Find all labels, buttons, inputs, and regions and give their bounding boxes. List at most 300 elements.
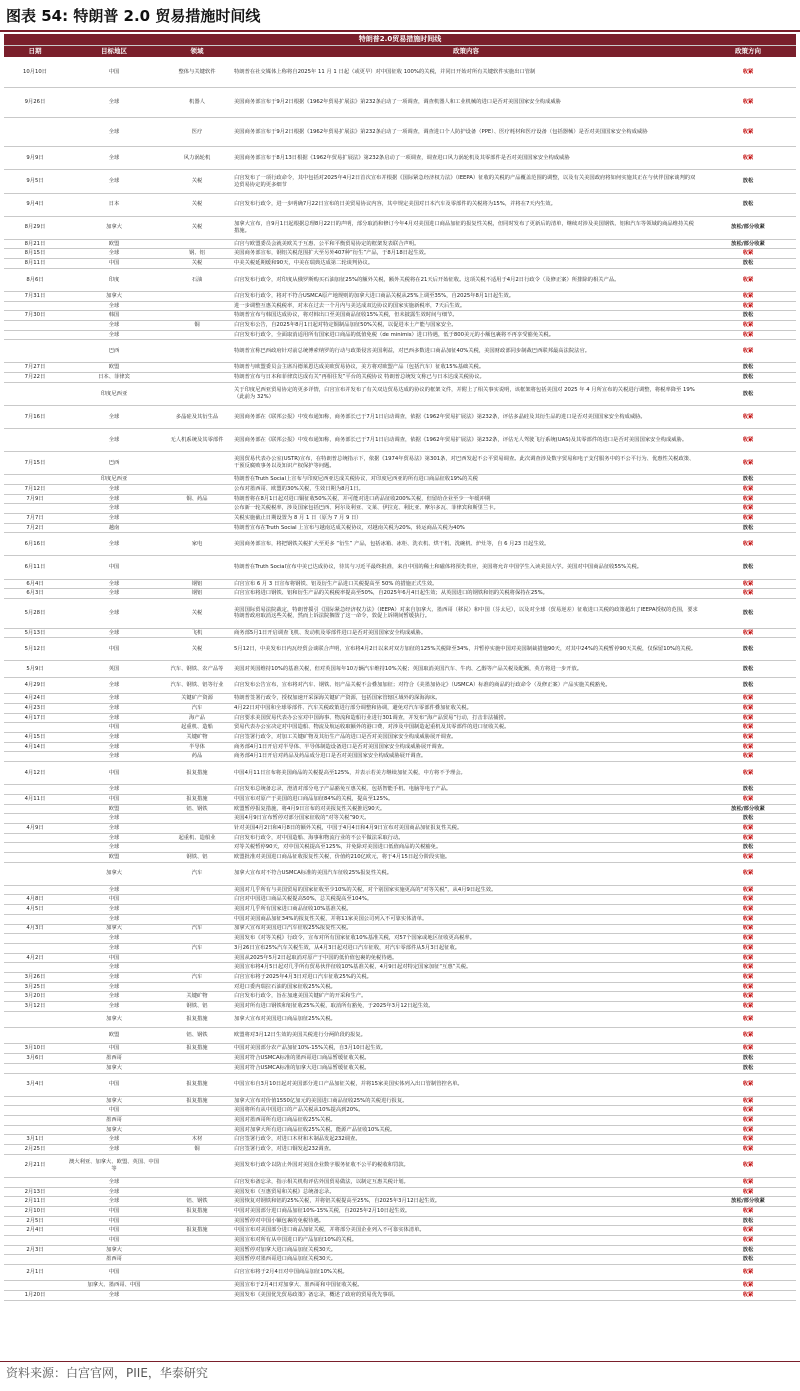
cell-policy: 商务部4月1日开启对半导体、半导体制造设备进口是否对美国国家安全构成威胁展开调查。 [232,742,700,752]
cell-date: 8月6日 [4,268,66,291]
cell-field: 报复措施 [162,1206,232,1216]
table-row [4,216,796,239]
cell-policy: 特朗普宣称巴西政府针对前总统博索纳罗的行动与政策侵害美国利益，对巴西多数进口商品加征40%关税，美国财政部同步制裁巴西联邦最高法院法官。 [232,340,700,363]
timeline-table-container [4,34,796,1358]
cell-region: 欧盟 [66,239,162,249]
cell-direction: 收紧 [700,628,796,638]
cell-date: 7月30日 [4,311,66,321]
cell-direction: 收紧 [700,1265,796,1281]
cell-direction: 放松 [700,1245,796,1255]
cell-region: 欧盟 [66,363,162,373]
cell-date: 3月6日 [4,1054,66,1064]
cell-policy: 白宫宣布 6 月 3 日宣布将钢铁、铝及衍生产品进口关税提高至 50% 的措施正式生效。 [232,579,700,589]
cell-region: 欧盟 [66,852,162,862]
cell-date: 2月11日 [4,1197,66,1207]
cell-region: 越南 [66,523,162,533]
cell-region: 巴西 [66,340,162,363]
cell-region: 全球 [66,885,162,895]
cell-region: 全球 [66,934,162,944]
cell-date [4,885,66,895]
cell-direction: 收紧 [700,340,796,363]
cell-date: 6月4日 [4,579,66,589]
title-rule [0,30,800,32]
cell-direction: 放松 [700,677,796,693]
cell-region: 欧盟 [66,804,162,814]
cell-field: 汽车、钢铁、农产品等 [162,661,232,677]
table-row [4,661,796,677]
cell-field [162,1054,232,1064]
cell-field [162,885,232,895]
source-note: 资料来源：白宫官网，PIIE，华泰研究 [6,1366,208,1380]
cell-field: 医疗 [162,117,232,147]
cell-date: 8月29日 [4,216,66,239]
table-banner-row [4,34,796,46]
table-row [4,694,796,704]
cell-date: 9月26日 [4,87,66,117]
cell-policy: 白宫发布了一项行政命令，其中包括对2025年4月2日首次宣布并根据《国际紧急经济权力法》（IEEPA）征收的关税的产品覆盖范围的调整，以及有关美国政府将如何实施其正在与伙伴国家谈判的双边贸易协定的更多细节 [232,170,700,193]
cell-field: 铜 [162,320,232,330]
cell-region: 加拿大 [66,1245,162,1255]
cell-date [4,1177,66,1187]
cell-policy: 美国恢复对钢铁和铝的25%关税，并将铝关税提高至25%，自2025年3月12日起生效。 [232,1197,700,1207]
cell-direction: 放松/部分收紧 [700,216,796,239]
cell-date: 7月2日 [4,523,66,533]
cell-region: 中国 [66,1206,162,1216]
table-row [4,1245,796,1255]
cell-policy: 中国宣布自3月10日起对美国部分进口产品加征关税，并将15家美国实体列入出口管制管控名单。 [232,1073,700,1096]
table-row [4,1235,796,1245]
table-row [4,1002,796,1012]
cell-direction: 收紧 [700,895,796,905]
cell-direction: 收紧 [700,301,796,311]
cell-direction: 收紧 [700,1011,796,1027]
cell-policy: 美国对几乎所有与美国贸易的国家征收至少10%的关税，对个别国家实施更高的“对等关税”，从4月9日起生效。 [232,885,700,895]
table-row [4,628,796,638]
cell-region: 中国 [66,723,162,733]
cell-direction: 收紧 [700,1135,796,1145]
table-row [4,1216,796,1226]
cell-region: 英国 [66,661,162,677]
cell-date: 4月17日 [4,713,66,723]
cell-policy: 公布对墨西哥、欧盟的30%关税，生效日期为8月1日。 [232,484,700,494]
cell-date [4,943,66,953]
cell-date [4,1125,66,1135]
cell-region: 全球 [66,494,162,504]
cell-policy: 美国对加拿大所有进口商品征收25%关税，能源产品征收10%关税。 [232,1125,700,1135]
cell-direction: 收紧 [700,320,796,330]
cell-direction: 收紧 [700,429,796,452]
cell-field: 关键矿物 [162,992,232,1002]
col-header-region: 目标地区 [66,46,162,58]
table-row [4,713,796,723]
cell-policy: 白宫发布公告，自2025年8月1日起对特定铜制品加征50%关税，以促进本土产能与国家安全。 [232,320,700,330]
cell-region: 中国 [66,1265,162,1281]
cell-field [162,934,232,944]
cell-direction: 放松 [700,843,796,853]
cell-date: 4月9日 [4,823,66,833]
table-row [4,1226,796,1236]
cell-direction: 收紧 [700,914,796,924]
cell-field: 关税 [162,638,232,661]
cell-policy: 美国宣布对所有从中国进口的产品加征10%的关税。 [232,1235,700,1245]
table-row [4,494,796,504]
cell-direction: 收紧 [700,117,796,147]
cell-date [4,852,66,862]
cell-direction: 收紧 [700,723,796,733]
cell-date: 6月16日 [4,533,66,556]
cell-direction: 收紧 [700,1002,796,1012]
cell-direction: 收紧 [700,1106,796,1116]
table-row [4,972,796,982]
cell-region: 日本、菲律宾 [66,373,162,383]
cell-region: 全球 [66,533,162,556]
cell-policy: 特朗普将在8月1日起对进口铜征收50%关税，并可能对进口药品征收200%关税，但留给企业至少一年缓冲期 [232,494,700,504]
table-row [4,1265,796,1281]
cell-field: 药品 [162,752,232,762]
table-row [4,963,796,973]
cell-field [162,382,232,405]
cell-direction: 放松 [700,475,796,485]
cell-region: 中国 [66,1226,162,1236]
cell-policy: 关于印度尼西亚贸易协定的更多详情，白宫宣布并发布了有关双边贸易达成的协议的框架文件，并附上了相关事实说明，该框架将包括美国对 2025 年 4 月所宣布的关税进行调整，将税率降至 19%（此前为 32%） [232,382,700,405]
cell-field [162,1063,232,1073]
col-header-date: 日期 [4,46,66,58]
cell-direction: 收紧 [700,405,796,428]
cell-field: 关税 [162,193,232,216]
cell-date [4,1063,66,1073]
cell-region: 全球 [66,943,162,953]
cell-direction: 收紧 [700,972,796,982]
cell-direction: 收紧 [700,452,796,475]
cell-field: 风力涡轮机 [162,147,232,170]
cell-region: 印度 [66,268,162,291]
cell-direction: 收紧 [700,1028,796,1044]
cell-region: 全球 [66,992,162,1002]
cell-policy: 欧盟批准对美国进口商品征收报复性关税，价值约210亿欧元，将于4月15日起分阶段实施。 [232,852,700,862]
table-row [4,504,796,514]
cell-date: 4月29日 [4,677,66,693]
cell-region: 墨西哥 [66,1116,162,1126]
table-row [4,1281,796,1291]
table-row [4,373,796,383]
table-row [4,1011,796,1027]
cell-date: 4月11日 [4,794,66,804]
cell-date: 5月28日 [4,598,66,628]
cell-policy: 美国暂停对加拿大进口商品加征关税30天。 [232,1245,700,1255]
cell-region: 全球 [66,320,162,330]
cell-policy: 中国4月11日宣布将美国商品的关税提高至125%，并表示若美方继续加征关税，中方将不予理会。 [232,762,700,785]
cell-field: 铝、钢铁 [162,1028,232,1044]
cell-direction: 放松 [700,638,796,661]
cell-policy: 白宫宣布将进口钢铁、铝和衍生产品的关税税率提高至50%，自2025年6月4日起生效；从英国进口的钢铁和铝的关税将保持在25%。 [232,589,700,599]
cell-region: 全球 [66,814,162,824]
cell-policy: 特朗普在Truth Social上宣布与印度尼西亚达成关税协议，对印度尼西亚的所有进口商品征收19%的关税 [232,475,700,485]
cell-policy: 美国从2025年5月2日起取消对原产于中国的低价值包裹的免税待遇。 [232,953,700,963]
cell-region: 加拿大 [66,291,162,301]
cell-field [162,1106,232,1116]
table-row [4,382,796,405]
cell-policy: 加拿大宣布对不符合USMCA标准的美国汽车征收25%报复性关税。 [232,862,700,885]
cell-direction: 收紧 [700,249,796,259]
cell-policy: 欧盟将对3月12日生效的美国关税进行分两阶段的报复。 [232,1028,700,1044]
cell-field [162,953,232,963]
cell-direction: 收紧 [700,934,796,944]
cell-direction: 放松 [700,170,796,193]
table-row [4,301,796,311]
cell-direction: 收紧 [700,1177,796,1187]
cell-date [4,814,66,824]
cell-field [162,291,232,301]
table-row [4,924,796,934]
cell-policy: 美国发布《互惠贸易和关税》总统备忘录。 [232,1187,700,1197]
cell-field: 关键矿物 [162,733,232,743]
cell-direction: 收紧 [700,703,796,713]
cell-region: 中国 [66,895,162,905]
cell-field: 汽车 [162,862,232,885]
cell-direction: 收紧 [700,504,796,514]
table-row [4,638,796,661]
cell-direction: 收紧 [700,494,796,504]
cell-policy: 特朗普宣布在Truth Social 上宣布与越南达成关税协议，对越南关税为20%，转运商品关税为40% [232,523,700,533]
cell-date [4,320,66,330]
cell-region: 全球 [66,1197,162,1207]
cell-policy: 针对美国4月2日和4月8日的额外关税，中国于4月4日和4月9日宣布对美国商品加征报复性关税。 [232,823,700,833]
cell-direction: 收紧 [700,713,796,723]
table-row [4,895,796,905]
cell-direction: 放松 [700,556,796,579]
cell-direction: 收紧 [700,694,796,704]
cell-date: 4月15日 [4,733,66,743]
cell-region: 中国 [66,556,162,579]
table-row [4,249,796,259]
cell-region: 澳大利亚、加拿大、欧盟、英国、中国等 [66,1154,162,1177]
cell-direction: 收紧 [700,1235,796,1245]
table-row [4,953,796,963]
cell-date: 4月2日 [4,953,66,963]
cell-date: 2月13日 [4,1187,66,1197]
cell-date: 7月22日 [4,373,66,383]
cell-direction: 收紧 [700,533,796,556]
cell-region: 中国 [66,259,162,269]
cell-direction: 收紧 [700,943,796,953]
cell-direction: 收紧 [700,147,796,170]
cell-policy: 美国暂停对中国小额包裹的免税待遇。 [232,1216,700,1226]
cell-policy: 白宫发布公告宣布，宣布将对汽车、钢铁、铝产品关税不会叠加加征；对符合《美墨加协定》（USMCA）标准的商品的行政命令（及修正案）产品实施关税豁免。 [232,677,700,693]
cell-direction: 收紧 [700,589,796,599]
cell-direction: 放松 [700,598,796,628]
table-row [4,268,796,291]
cell-direction: 放松/部分收紧 [700,239,796,249]
cell-field: 铜、药品 [162,494,232,504]
table-row [4,259,796,269]
cell-field [162,556,232,579]
timeline-table [4,34,796,1301]
table-row [4,1206,796,1216]
table-row [4,742,796,752]
cell-field: 石油 [162,268,232,291]
cell-policy: 美国对符合USMCA标准的墨西哥进口商品暂缓征收关税。 [232,1054,700,1064]
cell-direction: 放松 [700,259,796,269]
cell-field [162,311,232,321]
cell-date: 7月15日 [4,452,66,475]
cell-date: 2月5日 [4,1216,66,1226]
cell-date [4,914,66,924]
table-row [4,1116,796,1126]
cell-policy: 白宫对中国进口商品关税提高50%，总关税提高至104%。 [232,895,700,905]
cell-date: 4月14日 [4,742,66,752]
footer-rule [0,1361,800,1362]
cell-policy: 美国商务部宣布于9月2日根据《1962年贸易扩展法》第232条启动了一项调查，调查进口个人防护设备（PPE）、医疗耗材和医疗设备（包括器械）是否对美国国家安全构成威胁 [232,117,700,147]
cell-date: 2月4日 [4,1226,66,1236]
cell-policy: 白宫发布行政令，全面取消适用所有国家进口商品的低值免税（de minimis）进口待遇，低于800美元的小额包裹将不再享受豁免关税。 [232,330,700,340]
cell-date [4,429,66,452]
cell-date: 8月21日 [4,239,66,249]
cell-region: 全球 [66,249,162,259]
cell-region: 全球 [66,963,162,973]
cell-policy: 特朗普在Truth Social宣布中美已达成协议，待其与习近平最终批准，来自中国的稀土和磁体将预先供应，美国将允许中国学生入读美国大学。美国对中国商品征收55%关税。 [232,556,700,579]
cell-policy: 美国商务部宣布于9月2日根据《1962年贸易扩展法》第232条启动了一项调查，调查机器人和工业机械的进口是否对美国国家安全构成威胁 [232,87,700,117]
cell-field: 钢、铝 [162,249,232,259]
cell-region: 全球 [66,914,162,924]
cell-region: 全球 [66,579,162,589]
figure-title: 图表 54: 特朗普 2.0 贸易措施时间线 [6,7,261,25]
cell-date: 7月12日 [4,484,66,494]
cell-policy: 美国宣布将4月5日起对几乎所有贸易伙伴征收10%基准关税，4月9日起对特定国家加征“互惠”关税。 [232,963,700,973]
cell-field: 关税 [162,598,232,628]
cell-direction: 收紧 [700,579,796,589]
cell-field [162,1154,232,1177]
cell-date: 6月3日 [4,589,66,599]
cell-date: 3月25日 [4,982,66,992]
cell-field: 海产品 [162,713,232,723]
cell-policy: 中美关税延期缓和90天，中美在瑞典达成第二轮谈判协议。 [232,259,700,269]
cell-direction: 放松 [700,193,796,216]
cell-date [4,504,66,514]
table-row [4,723,796,733]
cell-field [162,905,232,915]
cell-date: 6月11日 [4,556,66,579]
cell-direction: 收紧 [700,1145,796,1155]
table-row [4,1125,796,1135]
table-title: 特朗普2.0贸易措施时间线 [4,34,796,46]
cell-region: 中国 [66,1073,162,1096]
col-header-field: 领域 [162,46,232,58]
cell-region: 中国 [66,638,162,661]
cell-field [162,1245,232,1255]
table-row [4,677,796,693]
cell-policy: 美国商务部在《联邦公报》中发布通知称，商务部长已于7月1日启动调查，依据《1962年贸易扩展法》第232条，评估无人驾驶飞行系统(UAS)及其零部件的进口是否对美国国家安全构成威胁。 [232,429,700,452]
cell-policy: 白宫签署行政令，对进口木材和木制品发起232调查。 [232,1135,700,1145]
table-row [4,533,796,556]
table-body [4,58,796,1301]
cell-region: 印度尼西亚 [66,382,162,405]
cell-date [4,752,66,762]
table-row [4,1135,796,1145]
cell-date: 3月20日 [4,992,66,1002]
table-row [4,1177,796,1187]
cell-date: 7月27日 [4,363,66,373]
cell-field: 多晶硅及其衍生品 [162,405,232,428]
cell-field [162,513,232,523]
cell-direction: 收紧 [700,1116,796,1126]
cell-policy: 特朗普与欧盟委员会主席冯德莱恩达成美欧贸易协议，美方将对欧盟产品（包括汽车）征收15%基础关税。 [232,363,700,373]
cell-policy: 美国发布《美国优先贸易政策》备忘录，概述了政府的贸易优先事项。 [232,1291,700,1301]
cell-direction: 收紧 [700,733,796,743]
table-row [4,598,796,628]
cell-region: 加拿大 [66,924,162,934]
table-row [4,1096,796,1106]
cell-region: 全球 [66,1135,162,1145]
table-row [4,239,796,249]
cell-date: 4月12日 [4,762,66,785]
table-row [4,170,796,193]
cell-policy: 中国宣布对原产于美国的进口商品加征84%的关税，提高至125%。 [232,794,700,804]
cell-date: 2月10日 [4,1206,66,1216]
cell-field: 报复措施 [162,1011,232,1027]
cell-policy: 中国对美国部分进口商品加征10%-15%关税，自2025年2月10日起生效。 [232,1206,700,1216]
cell-field: 关税 [162,170,232,193]
table-row [4,475,796,485]
cell-date [4,804,66,814]
cell-date: 7月9日 [4,494,66,504]
cell-field: 报复措施 [162,1044,232,1054]
cell-direction: 收紧 [700,963,796,973]
cell-direction: 收紧 [700,291,796,301]
cell-policy: 美国商务部宣布，将把钢铁关税扩大至更多 “衍生” 产品，包括冰箱、冰柜、洗衣机、烘干机、洗碗机、炉灶等，自 6 月23 日起生效。 [232,533,700,556]
cell-field: 汽车 [162,943,232,953]
table-row [4,429,796,452]
cell-region: 全球 [66,703,162,713]
cell-field: 关键矿产资源 [162,694,232,704]
table-row [4,405,796,428]
cell-field: 铝、钢铁 [162,1197,232,1207]
cell-date [4,843,66,853]
cell-field [162,1281,232,1291]
cell-field: 钢铁、铝 [162,852,232,862]
cell-policy: 中国宣布对美国部分进口商品加征关税，并将部分美国企业列入不可靠实体清单。 [232,1226,700,1236]
table-row [4,1054,796,1064]
cell-field: 家电 [162,533,232,556]
cell-direction: 收紧 [700,752,796,762]
cell-field: 起重机、造船 [162,723,232,733]
cell-field [162,914,232,924]
cell-region: 墨西哥 [66,1255,162,1265]
cell-date [4,1116,66,1126]
table-row [4,843,796,853]
cell-policy: 加拿大宣布，自9月1日起根据总理8月22日的声明，部分取消和修订今年4月对美国进口商品加征的报复性关税，但同时发布了更新后的清单，继续对涉及美国钢铁、铝和汽车等领域的商品维持关税措施。 [232,216,700,239]
table-row [4,914,796,924]
cell-policy: 商务部4月1日开启对药品及药品成分进口是否对美国国家安全构成威胁展开调查。 [232,752,700,762]
cell-field: 钢铝 [162,579,232,589]
cell-region: 全球 [66,598,162,628]
table-row [4,523,796,533]
table-row [4,1073,796,1096]
table-row [4,1291,796,1301]
cell-direction: 收紧 [700,1073,796,1096]
cell-region: 全球 [66,405,162,428]
cell-direction: 放松 [700,523,796,533]
cell-region: 全球 [66,677,162,693]
cell-policy: 美国国际贸易法院裁定，特朗普援引《国际紧急经济权力法》（IEEPA）对来自加拿大、墨西哥（移民）和中国（芬太尼），以及对全球（贸易逆差）征收进口关税的政策超出了IEEPA授权的范围，要求特朗普政府取消这些关税，然而上诉法院搁置了这一命令，敦促上诉期间暂缓执行。 [232,598,700,628]
cell-date: 7月31日 [4,291,66,301]
cell-field [162,823,232,833]
table-row [4,363,796,373]
cell-direction: 收紧 [700,794,796,804]
table-row [4,833,796,843]
cell-policy: 白宫要求美国贸易代表办公室对中国海事、物流和造船行业进行301调查，并发布“海产品贸易”行动，打击非法捕捞。 [232,713,700,723]
cell-date: 5月13日 [4,628,66,638]
cell-direction: 收紧 [700,58,796,88]
